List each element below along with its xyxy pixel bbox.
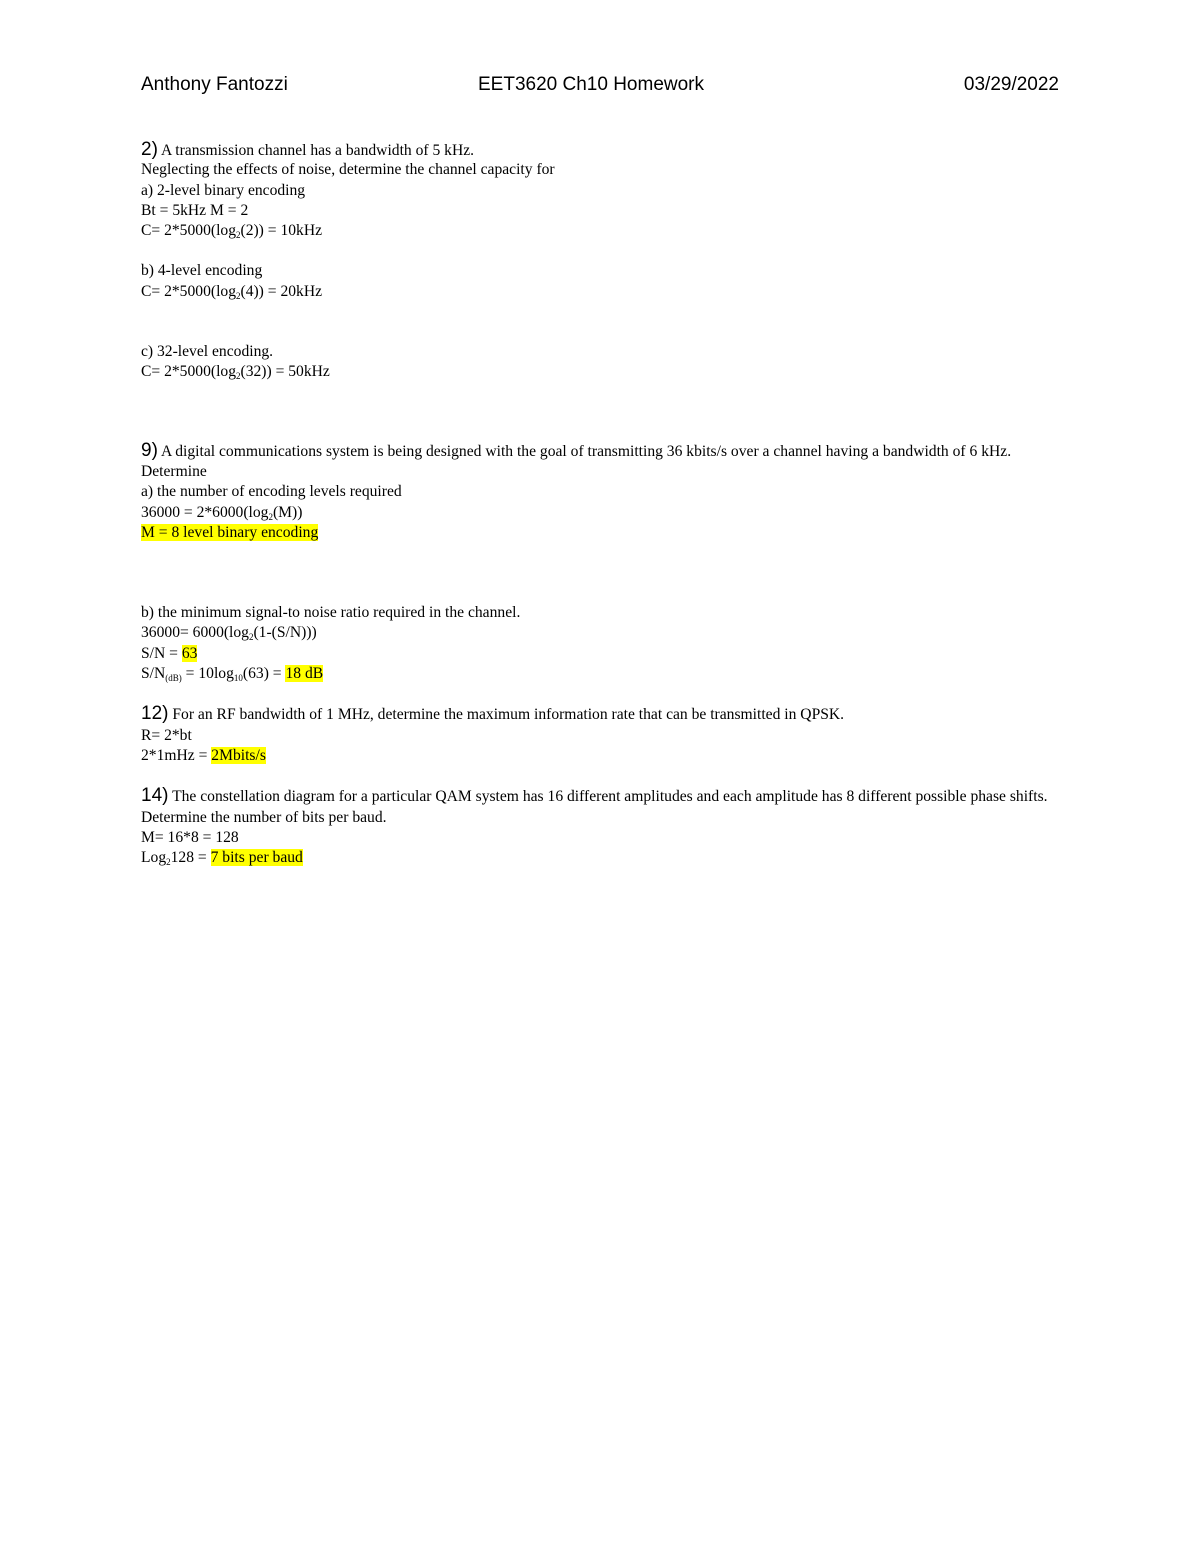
question-12 [141,704,1071,766]
calc-text: (1-(S/N))) [253,624,317,642]
subscript: 2 [236,371,241,382]
document-date: 03/29/2022 [963,74,1059,95]
question-2-prompt [141,140,1071,160]
calc-text: S/N [141,665,166,683]
highlighted-answer: 7 bits per baud [210,849,303,867]
part-a-answer [141,523,1071,543]
question-text: A digital communications system is being designed with the goal of transmitting 36 kbits/s over a channel having a bandwidth of 6 kHz. Determine [141,442,1012,480]
calc-text: 128 = [170,849,211,867]
part-b-db [141,664,1071,684]
question-number: 12) [141,703,169,725]
part-b-sn [141,644,1071,664]
part-b-calc [141,623,1071,643]
calc-text: (2)) = 10kHz [240,222,323,240]
part-b-label: b) the minimum signal-to noise ratio required in the channel. [141,604,521,622]
formula: R= 2*bt [141,726,192,744]
question-12-prompt [141,704,1071,725]
subscript: 2 [236,290,241,301]
calc-text: 36000 = 2*6000(log [141,503,269,521]
highlighted-answer: M = 8 level binary encoding [141,523,319,541]
question-9 [141,441,1071,685]
calc-text: (M)) [272,503,303,521]
calc-text: C= 2*5000(log [141,363,236,381]
question-14-prompt [141,786,1071,828]
part-b-label: b) 4-level encoding [141,262,263,280]
subscript: (dB) [165,673,182,684]
question-9-prompt [141,441,1071,483]
question-number: 2) [141,139,158,160]
calc-text: (32)) = 50kHz [240,363,330,381]
part-c-label: c) 32-level encoding. [141,343,274,361]
question-number: 9) [141,439,158,461]
subscript: 2 [166,857,171,868]
calc-text: (4)) = 20kHz [240,282,323,300]
question-text: A transmission channel has a bandwidth of 5 kHz. [157,142,475,159]
highlighted-answer: 63 [181,644,198,662]
calc: M= 16*8 = 128 [141,828,239,846]
question-text: For an RF bandwidth of 1 MHz, determine the maximum information rate that can be transmitted in QPSK. [168,706,845,724]
part-a-label: a) 2-level binary encoding [141,181,306,199]
part-c-calc [141,362,1071,382]
document-body [141,140,1071,868]
highlighted-answer: 18 dB [285,665,324,683]
question-2 [141,140,1071,383]
calc-text: 2*1mHz = [141,746,212,764]
calc [141,746,1071,766]
page-header [141,74,1059,100]
calc-text: = 10log [181,665,234,683]
question-2-line2: Neglecting the effects of noise, determine the channel capacity for [141,161,555,179]
calc-text: Log [141,849,167,867]
calc-text: S/N = [141,644,182,662]
calc-text: 36000= 6000(log [141,624,249,642]
question-text: The constellation diagram for a particular QAM system has 16 different amplitudes and each amplitude has 8 different possible phase shifts. Determine the number of bits per baud. [141,788,1048,826]
subscript: 2 [236,230,241,241]
question-14 [141,786,1071,868]
log-calc [141,848,1071,868]
calc-text: (63) = [242,665,286,683]
calc-text: C= 2*5000(log [141,282,236,300]
document-title: EET3620 Ch10 Homework [478,74,704,95]
part-a-label: a) the number of encoding levels required [141,483,402,501]
part-b-calc [141,282,1071,302]
calc-text: C= 2*5000(log [141,222,236,240]
part-a-calc [141,503,1071,523]
highlighted-answer: 2Mbits/s [211,746,266,764]
subscript: 2 [248,632,254,643]
part-a-calc [141,221,1071,241]
subscript: 2 [268,511,273,522]
part-a-given: Bt = 5kHz M = 2 [141,201,249,219]
author-name: Anthony Fantozzi [141,74,288,95]
subscript: 10 [233,673,243,684]
question-number: 14) [141,785,169,807]
